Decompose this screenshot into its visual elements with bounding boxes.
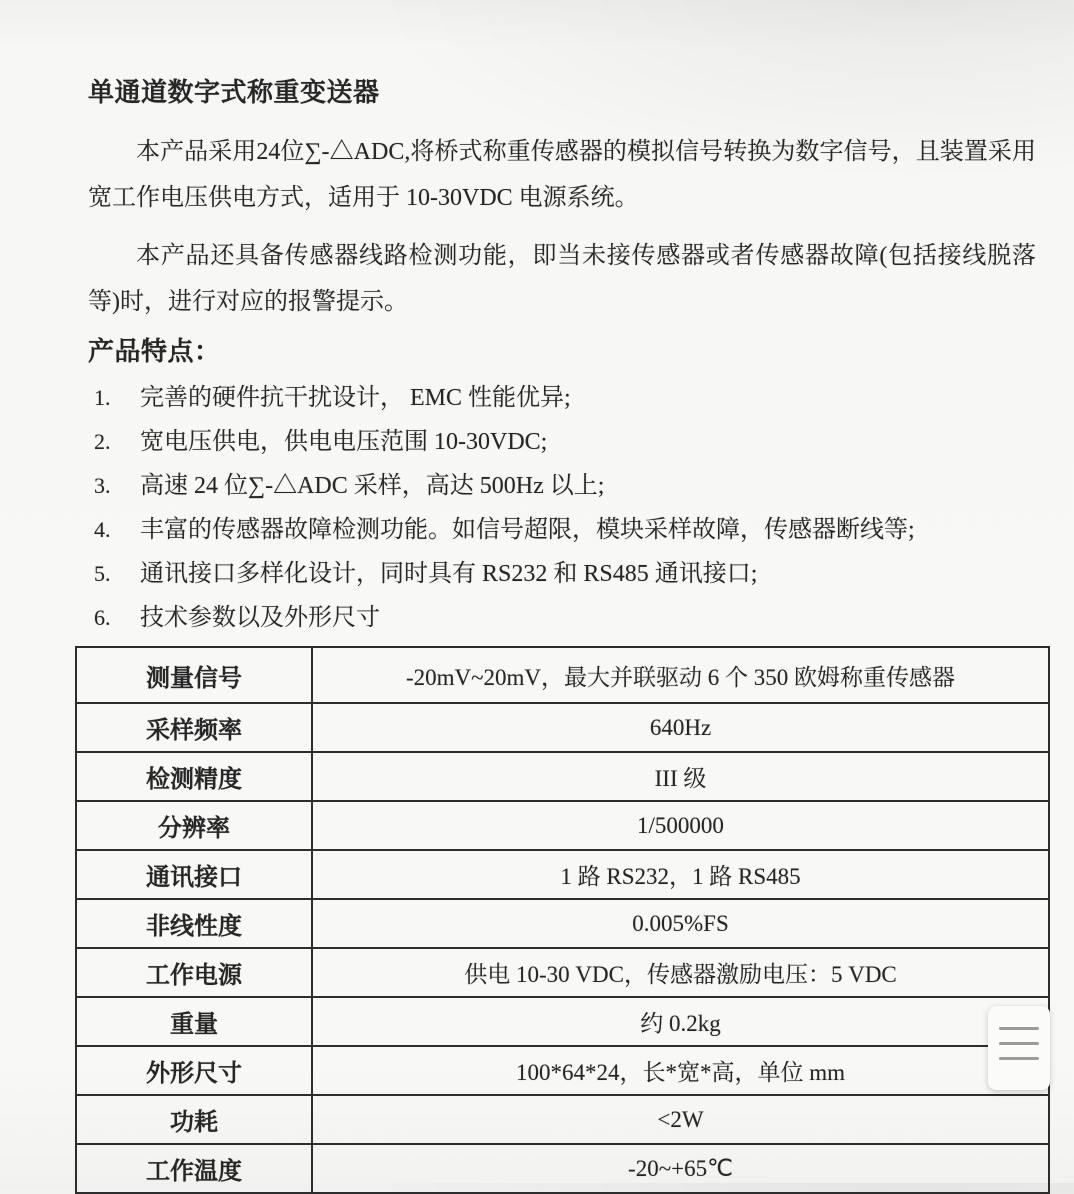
list-item-number: 3. [94,473,111,498]
table-row [76,703,1049,752]
table-row [76,647,1049,703]
spec-value: III 级 [312,752,1049,801]
features-heading: 产品特点： [88,336,221,366]
table-row [76,899,1049,948]
spec-label: 外形尺寸 [76,1046,312,1095]
spec-label: 工作电源 [76,948,312,997]
list-item [88,470,1036,502]
list-item [88,514,1036,546]
page-title: 单通道数字式称重变送器 [88,77,380,107]
intro-paragraph-2: 本产品还具备传感器线路检测功能，即当未接传感器或者传感器故障(包括接线脱落等)时，进行对应的报警提示。 [88,243,1036,315]
list-item-text: 高速 24 位∑-△ADC 采样，高达 500Hz 以上; [140,473,605,499]
spec-label: 检测精度 [76,752,312,801]
list-item-text: 通讯接口多样化设计，同时具有 RS232 和 RS485 通讯接口; [140,561,758,587]
table-row [76,801,1049,850]
list-item-number: 1. [94,385,111,410]
list-item-text: 完善的硬件抗干扰设计， EMC 性能优异; [140,385,571,411]
spec-value: 约 0.2kg [312,997,1049,1046]
list-item-text: 宽电压供电，供电电压范围 10-30VDC; [140,429,548,455]
list-item [88,602,1036,634]
list-item-number: 5. [94,561,111,586]
spec-label: 测量信号 [76,647,312,703]
table-row [76,997,1049,1046]
spec-value: 640Hz [312,703,1049,752]
list-item-text: 丰富的传感器故障检测功能。如信号超限，模块采样故障，传感器断线等; [140,517,915,543]
table-row [76,752,1049,801]
table-row [76,1144,1049,1193]
list-item-number: 2. [94,429,111,454]
spec-value: 0.005%FS [312,899,1049,948]
spec-value: 1 路 RS232，1 路 RS485 [312,850,1049,899]
table-row [76,1095,1049,1144]
spec-value: 100*64*24，长*宽*高，单位 mm [312,1046,1049,1095]
features-list [88,382,1036,634]
list-item [88,426,1036,458]
spec-value: 1/500000 [312,801,1049,850]
floating-menu-button[interactable] [988,1006,1050,1090]
spec-label: 非线性度 [76,899,312,948]
spec-value: <2W [312,1095,1049,1144]
spec-label: 工作温度 [76,1144,312,1193]
spec-value: -20mV~20mV，最大并联驱动 6 个 350 欧姆称重传感器 [312,647,1049,703]
list-item-number: 4. [94,517,111,542]
table-row [76,948,1049,997]
spec-label: 采样频率 [76,703,312,752]
list-item [88,382,1036,414]
table-row [76,850,1049,899]
spec-label: 重量 [76,997,312,1046]
list-item-number: 6. [94,605,111,630]
spec-value: -20~+65℃ [312,1144,1049,1193]
spec-label: 分辨率 [76,801,312,850]
spec-label: 通讯接口 [76,850,312,899]
intro-paragraph-1: 本产品采用24位∑-△ADC,将桥式称重传感器的模拟信号转换为数字信号，且装置采用宽工作电压供电方式，适用于 10-30VDC 电源系统。 [88,139,1036,211]
spec-value: 供电 10-30 VDC，传感器激励电压：5 VDC [312,948,1049,997]
table-row [76,1046,1049,1095]
spec-label: 功耗 [76,1095,312,1144]
list-item [88,558,1036,590]
list-item-text: 技术参数以及外形尺寸 [140,605,380,631]
spec-table [75,646,1050,1194]
hamburger-menu-icon [999,1027,1039,1060]
